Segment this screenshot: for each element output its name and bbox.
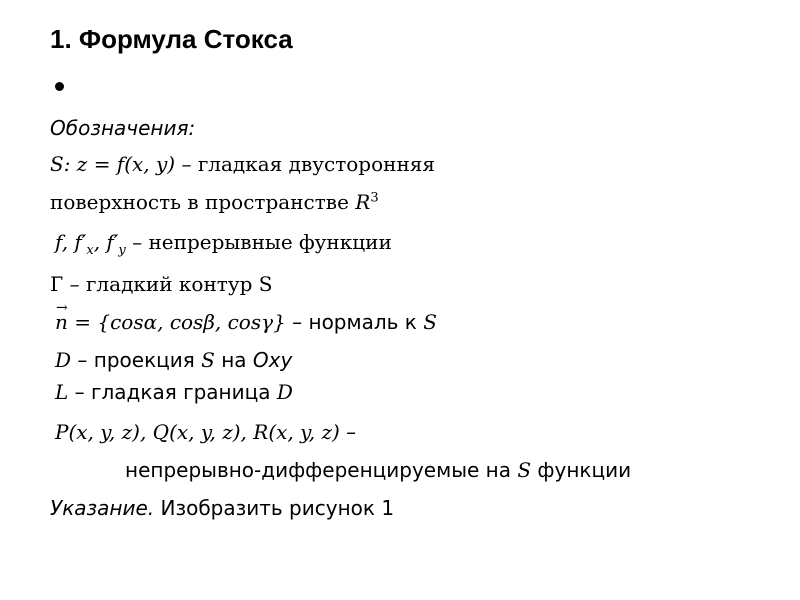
diff-s: S <box>517 458 532 482</box>
normal-formula: = {cosα, cosβ, cosγ} <box>67 310 286 334</box>
bullet-icon <box>55 82 64 91</box>
pqr-dash: – <box>339 420 357 444</box>
diff-text1: непрерывно-дифференцируемые на <box>125 458 518 482</box>
line-projection <box>55 346 292 374</box>
normal-desc: – нормаль к <box>285 310 424 334</box>
func-f: f, f′ <box>55 230 87 254</box>
diff-text2: функции <box>531 458 632 482</box>
boundary-l: L <box>55 380 69 404</box>
proj-oxy: Oxy <box>252 348 293 372</box>
space-exponent: 3 <box>370 190 379 206</box>
pqr-formula: P(x, y, z), Q(x, y, z), R(x, y, z) <box>55 420 340 444</box>
hint-label: Указание. <box>50 496 155 520</box>
line-surface <box>50 150 435 178</box>
proj-s: S <box>201 348 215 372</box>
func-sub-x: x <box>86 243 94 258</box>
line-normal <box>55 308 437 336</box>
space-symbol: R <box>355 190 371 214</box>
boundary-d: D <box>276 380 293 404</box>
space-desc: поверхность в пространстве <box>50 190 356 214</box>
line-differentiable <box>125 456 631 484</box>
line-space <box>50 188 379 216</box>
func-sub-y: y <box>118 243 126 258</box>
proj-text1: – проекция <box>71 348 202 372</box>
proj-text2: на <box>214 348 253 372</box>
surface-desc: – гладкая двусторонняя <box>175 152 436 176</box>
hint-text: Изобразить рисунок 1 <box>154 496 395 520</box>
line-pqr <box>55 418 356 446</box>
normal-s: S <box>423 310 437 334</box>
line-functions <box>55 228 392 256</box>
func-fy: , f′ <box>93 230 119 254</box>
boundary-desc: – гладкая граница <box>68 380 277 404</box>
surface-formula: S: z = f(x, y) <box>50 152 176 176</box>
line-hint <box>50 494 394 522</box>
line-contour: Г – гладкий контур S <box>50 272 273 296</box>
notation-heading: Обозначения: <box>50 116 196 140</box>
slide-title: 1. Формула Стокса <box>50 24 293 54</box>
normal-vector: → n <box>55 308 68 336</box>
proj-d: D <box>55 348 72 372</box>
func-desc: – непрерывные функции <box>125 230 392 254</box>
line-boundary <box>55 378 293 406</box>
